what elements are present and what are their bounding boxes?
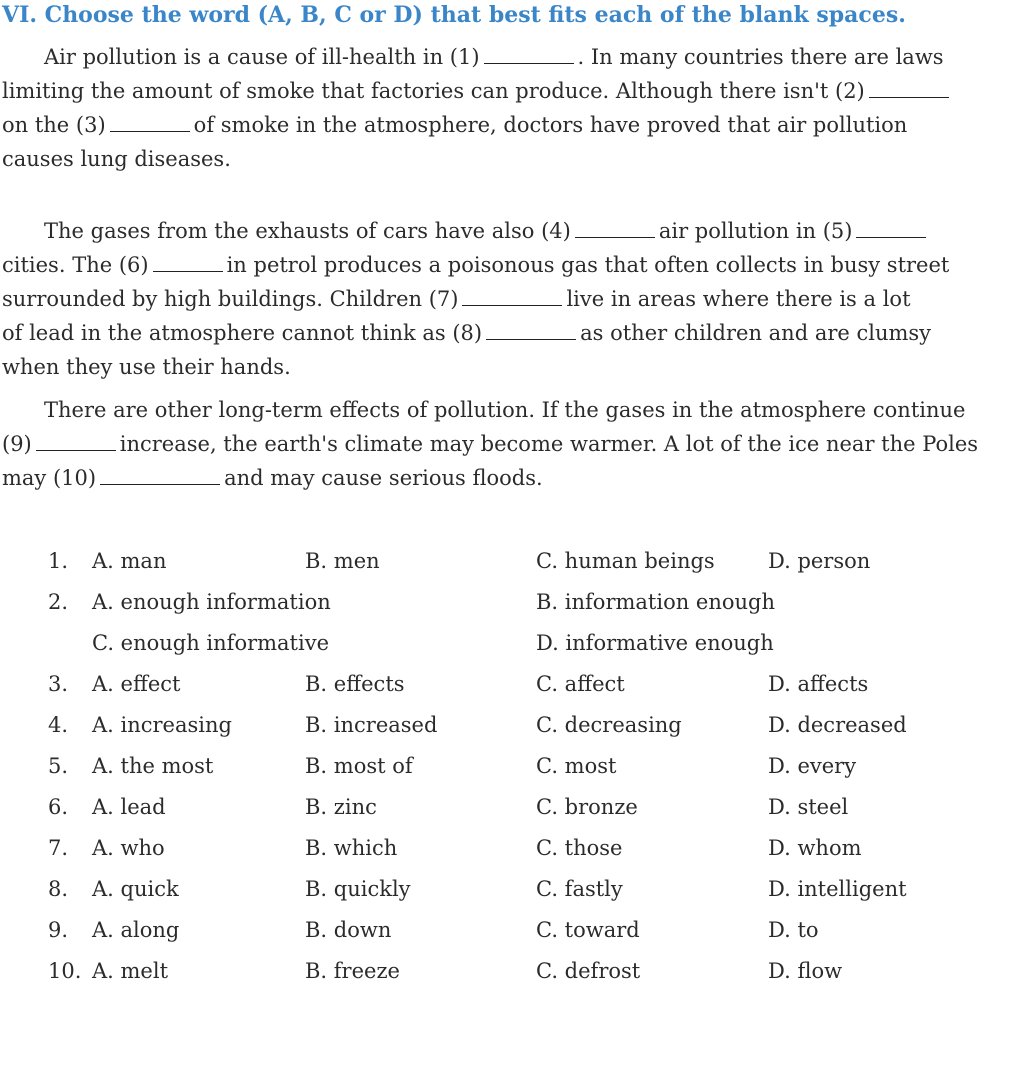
option-d: D. flow — [768, 959, 843, 983]
option-d: D. person — [768, 549, 871, 573]
option-a: A. melt — [92, 959, 169, 983]
option-c: C. defrost — [536, 959, 641, 983]
passage-line: limiting the amount of smoke that factories can produce. Although there isn't (2) — [2, 74, 992, 108]
question-row: 8. A. quick B. quickly C. fastly D. intelligent — [48, 877, 907, 901]
option-d: D. affects — [768, 672, 869, 696]
blank-4 — [575, 221, 655, 238]
blank-7 — [462, 289, 562, 306]
paragraph-1 — [2, 40, 992, 176]
option-c: C. human beings — [536, 549, 715, 573]
blank-9 — [36, 434, 116, 451]
option-d: D. whom — [768, 836, 862, 860]
question-row: 6. A. lead B. zinc C. bronze D. steel — [48, 795, 849, 819]
passage-line: when they use their hands. — [2, 355, 291, 379]
option-a: A. who — [92, 836, 165, 860]
option-b: B. increased — [305, 713, 438, 737]
option-b: B. effects — [305, 672, 405, 696]
option-b: B. down — [305, 918, 392, 942]
question-row: 3. A. effect B. effects C. affect D. affects — [48, 672, 869, 696]
option-a: A. quick — [92, 877, 179, 901]
option-d: D. every — [768, 754, 857, 778]
blank-1 — [484, 47, 574, 64]
answer-options — [0, 545, 1024, 996]
blank-10 — [100, 468, 220, 485]
option-a: A. the most — [92, 754, 214, 778]
option-b: B. men — [305, 549, 380, 573]
blank-2 — [869, 81, 949, 98]
exercise-heading: VI. Choose the word (A, B, C or D) that best fits each of the blank spaces. — [2, 2, 906, 28]
passage-line: The gases from the exhausts of cars have also (4) air pollution in (5) — [2, 214, 992, 248]
option-a: A. man — [92, 549, 167, 573]
question-row: 5. A. the most B. most of C. most D. every — [48, 754, 857, 778]
option-b: B. most of — [305, 754, 413, 778]
passage-line: cities. The (6) in petrol produces a poisonous gas that often collects in busy street — [2, 253, 950, 277]
option-b: B. freeze — [305, 959, 400, 983]
passage-line: There are other long-term effects of pollution. If the gases in the atmosphere continue — [44, 398, 966, 422]
passage-line: may (10) and may cause serious floods. — [2, 466, 543, 490]
blank-8 — [486, 323, 576, 340]
option-b: B. quickly — [305, 877, 411, 901]
passage-line: Air pollution is a cause of ill-health in (1) . In many countries there are laws — [44, 45, 944, 69]
option-a: A. enough information — [92, 590, 331, 614]
blank-6 — [153, 255, 223, 272]
option-c: C. toward — [536, 918, 640, 942]
option-a: A. effect — [92, 672, 181, 696]
option-d: D. informative enough — [536, 631, 774, 655]
option-d: D. decreased — [768, 713, 907, 737]
option-c: C. fastly — [536, 877, 623, 901]
paragraph-3 — [2, 393, 992, 495]
passage-line: on the (3) of smoke in the atmosphere, doctors have proved that air pollution — [2, 113, 908, 137]
question-row: 1. A. man B. men C. human beings D. person — [48, 549, 871, 573]
option-a: A. increasing — [92, 713, 232, 737]
option-c: C. enough informative — [92, 631, 330, 655]
question-row: 7. A. who B. which C. those D. whom — [48, 836, 862, 860]
option-c: C. affect — [536, 672, 625, 696]
option-b: B. zinc — [305, 795, 377, 819]
blank-3 — [110, 115, 190, 132]
question-row: 2. A. enough information B. information enough — [48, 590, 775, 614]
paragraph-2 — [2, 214, 992, 384]
question-row: 9. A. along B. down C. toward D. to — [48, 918, 819, 942]
option-b: B. which — [305, 836, 398, 860]
option-d: D. intelligent — [768, 877, 907, 901]
question-row — [0, 627, 1024, 668]
option-c: C. those — [536, 836, 623, 860]
question-row: 10. A. melt B. freeze C. defrost D. flow — [48, 959, 843, 983]
blank-5 — [856, 221, 926, 238]
option-b: B. information enough — [536, 590, 775, 614]
question-row: 4. A. increasing B. increased C. decreasing D. decreased — [48, 713, 907, 737]
option-d: D. steel — [768, 795, 849, 819]
option-c: C. bronze — [536, 795, 638, 819]
passage-line: causes lung diseases. — [2, 147, 231, 171]
passage-line: of lead in the atmosphere cannot think as (8) as other children and are clumsy — [2, 321, 932, 345]
option-d: D. to — [768, 918, 819, 942]
option-a: A. lead — [92, 795, 166, 819]
passage-line: surrounded by high buildings. Children (7) live in areas where there is a lot — [2, 287, 911, 311]
option-a: A. along — [92, 918, 180, 942]
passage-line: (9) increase, the earth's climate may become warmer. A lot of the ice near the Poles — [2, 432, 979, 456]
option-c: C. most — [536, 754, 617, 778]
option-c: C. decreasing — [536, 713, 682, 737]
